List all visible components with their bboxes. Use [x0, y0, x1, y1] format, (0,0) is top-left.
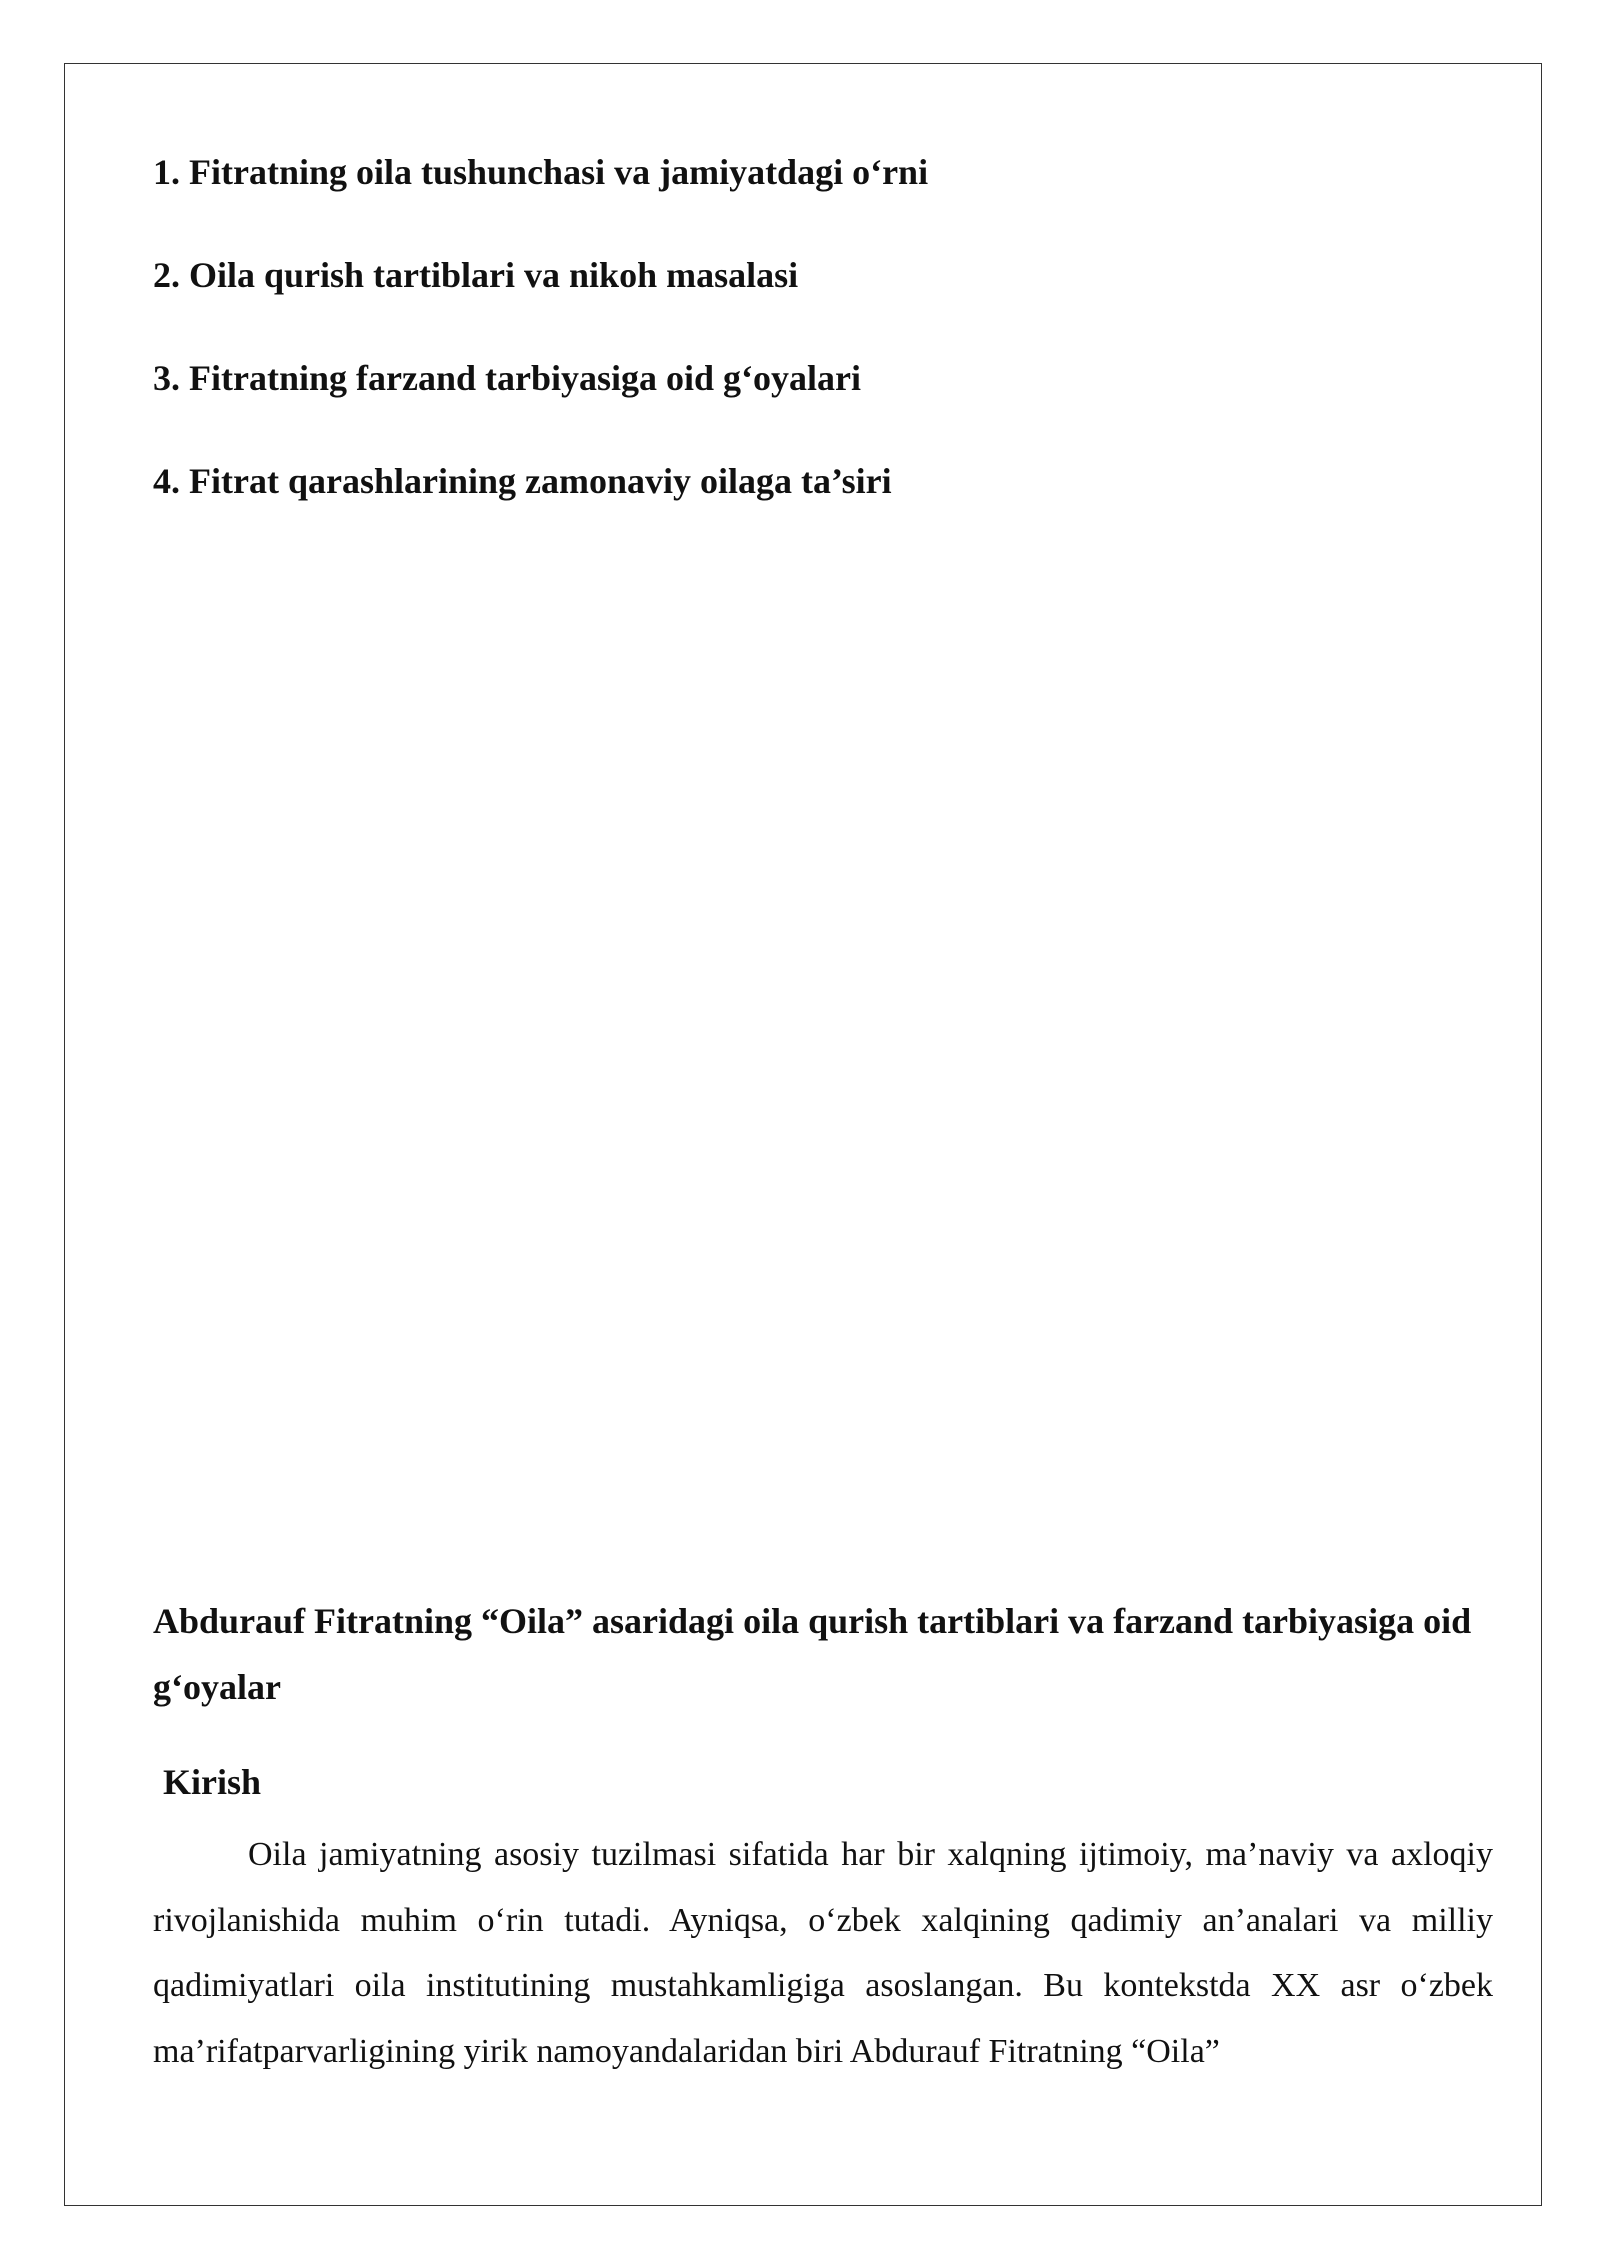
toc-item-1: 1. Fitratning oila tushunchasi va jamiyatdagi o‘rni	[153, 152, 929, 192]
toc-item-3: 3. Fitratning farzand tarbiyasiga oid g‘oyalari	[153, 358, 861, 398]
toc-item-4: 4. Fitrat qarashlarining zamonaviy oilaga ta’siri	[153, 461, 892, 501]
section-heading-kirish: Kirish	[163, 1762, 262, 1802]
article-title: Abdurauf Fitratning “Oila” asaridagi oila qurish tartiblari va farzand tarbiyasiga oid g‘oyalar	[153, 1601, 1472, 1707]
table-of-contents	[153, 148, 1493, 560]
body-paragraph: Oila jamiyatning asosiy tuzilmasi sifatida har bir xalqning ijtimoiy, ma’naviy va axloqiy rivojlanishida muhim o‘rin tutadi. Ayniqsa, o‘zbek xalqining qadimiy an’analari va milliy qadimiyatlari oila institutining mustahkamligiga asoslangan. Bu kontekstda XX asr o‘zbek ma’rifatparvarligining yirik namoyandalaridan biri Abdurauf Fitratning “Oila”	[153, 1836, 1493, 2070]
toc-item-2: 2. Oila qurish tartiblari va nikoh masalasi	[153, 255, 799, 295]
